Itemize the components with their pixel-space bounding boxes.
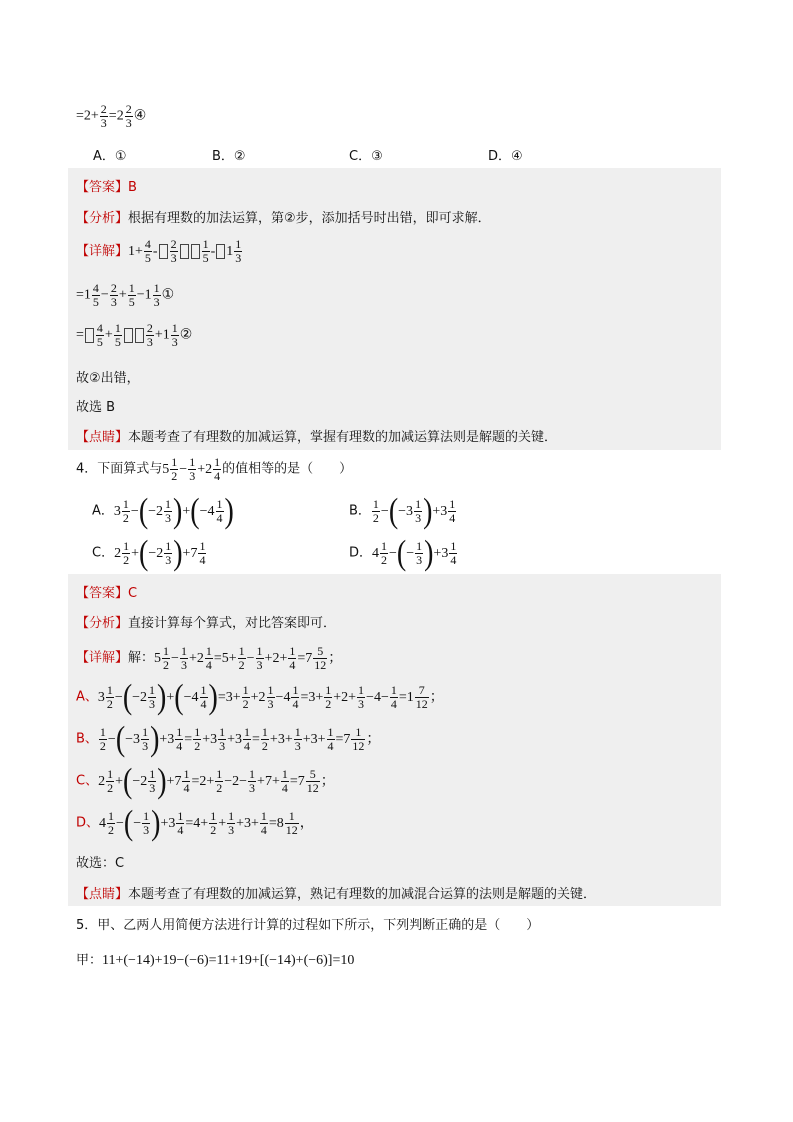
q5-jia — [76, 949, 354, 969]
answer-tag: 【答案】 — [76, 180, 129, 195]
text: +1 — [154, 327, 170, 343]
text: =2 — [108, 108, 124, 124]
placeholder-box — [135, 328, 144, 343]
q4-line-c: C、2 $\frac{1}{2}$ +(−2 $\frac{1}{3}$ )+7 $\frac{1}{4}$ =2+ $\frac{1}{2}$ −2− $\frac{1}{3}$ +7+ $\frac{1}{4}$ =7 $\frac{5}{12}$ ； — [76, 761, 335, 801]
q4-analysis — [76, 612, 336, 631]
q3-option-c[interactable]: C．③ — [349, 149, 383, 164]
q4-option-a[interactable]: A．3 $\frac{1}{2}$ −(−2 $\frac{1}{3}$ )+(−4 $\frac{1}{4}$ ) — [92, 491, 234, 531]
option-label: A． — [92, 503, 114, 519]
step-mark: ④ — [133, 108, 147, 124]
text: 4．下面算式与 — [76, 461, 163, 477]
q4-option-c[interactable]: C．2 $\frac{1}{2}$ +(−2 $\frac{1}{3}$ )+7 $\frac{1}{4}$ — [92, 533, 206, 573]
q3-conclusion-1: 故②出错， — [76, 371, 140, 386]
fraction: $\frac{1}{5}$ — [114, 321, 121, 349]
q4-comment — [76, 883, 596, 902]
fraction: $\frac{2}{3}$ — [125, 102, 132, 130]
q4-line-b: B、 $\frac{1}{2}$ −(−3 $\frac{1}{3}$ )+3 $\frac{1}{4}$ = $\frac{1}{2}$ +3 $\frac{1}{3}$ +3 $\frac{1}{4}$ = $\frac{1}{2}$ +3+ $\frac{1}{3}$ +3+ $\frac{1}{4}$ =7 $\frac{1}{12}$ ； — [76, 719, 381, 759]
q4-option-b[interactable]: B． $\frac{1}{2}$ −(−3 $\frac{1}{3}$ )+3 $\frac{1}{4}$ — [349, 491, 456, 531]
q3-detail-line2 — [76, 282, 174, 309]
q3-analysis — [76, 207, 491, 226]
line-label: D、 — [76, 815, 100, 831]
text: 解： — [128, 650, 155, 666]
text: + — [118, 287, 127, 303]
text: 的值相等的是（ ） — [222, 461, 353, 477]
text: - — [152, 244, 158, 259]
q3-comment — [76, 426, 557, 445]
fraction: $\frac{1}{3}$ — [235, 237, 242, 265]
q3-option-a[interactable]: A．① — [93, 149, 127, 164]
line-label: C、 — [76, 773, 99, 789]
q4-conclusion: 故选：C — [76, 856, 125, 871]
option-label: D． — [349, 545, 373, 561]
comment-text: 本题考查了有理数的加减运算，掌握有理数的加减运算法则是解题的关键． — [128, 430, 558, 445]
placeholder-box — [216, 244, 225, 259]
q3-answer — [76, 176, 137, 195]
step-mark: ② — [179, 327, 193, 343]
placeholder-box — [159, 244, 168, 259]
q4-line-a: A、3 $\frac{1}{2}$ −(−2 $\frac{1}{3}$ )+(−4 $\frac{1}{4}$ )=3+ $\frac{1}{2}$ +2 $\frac{1}{3}$ −4 $\frac{1}{4}$ =3+ $\frac{1}{2}$ +2+ $\frac{1}{3}$ −4− $\frac{1}{4}$ =1 $\frac{7}{12}$ ； — [76, 677, 444, 717]
placeholder-box — [180, 244, 189, 259]
q4-line-d: D、4 $\frac{1}{2}$ −(− $\frac{1}{3}$ )+3 $\frac{1}{4}$ =4+ $\frac{1}{2}$ + $\frac{1}{3}$ +3+ $\frac{1}{4}$ =8 $\frac{1}{12}$ ， — [76, 803, 314, 843]
option-label: B． — [349, 503, 371, 519]
fraction: $\frac{2}{3}$ — [170, 237, 177, 265]
placeholder-box — [124, 328, 133, 343]
fraction: $\frac{2}{3}$ — [110, 281, 117, 309]
text: = — [76, 327, 84, 343]
detail-tag: 【详解】 — [76, 650, 129, 666]
analysis-text: 直接计算每个算式，对比答案即可． — [128, 616, 337, 631]
text: 1 — [226, 244, 234, 259]
q3-option-d[interactable]: D．④ — [488, 149, 523, 164]
q3-detail-line1 — [76, 238, 243, 265]
comment-text: 本题考查了有理数的加减运算，熟记有理数的加减混合运算的法则是解题的关键． — [128, 887, 597, 902]
q4-stem — [76, 456, 352, 483]
jia-expression: 11+(−14)+19−(−6)=11+19+[(−14)+(−6)]=10 — [102, 953, 355, 968]
step-mark: ① — [161, 287, 175, 303]
fraction: $\frac{2}{3}$ — [100, 102, 107, 130]
fraction: $\frac{4}{5}$ — [144, 237, 151, 265]
q4-option-d[interactable]: D．4 $\frac{1}{2}$ −(− $\frac{1}{3}$ )+3 $\frac{1}{4}$ — [349, 533, 457, 573]
text: 1+ — [128, 244, 143, 259]
q3-option-b[interactable]: B．② — [212, 149, 246, 164]
line-label: B、 — [76, 731, 98, 747]
fraction: $\frac{4}{5}$ — [96, 321, 103, 349]
text: − — [100, 287, 109, 303]
answer-tag: 【答案】 — [76, 586, 129, 601]
text: =1 — [76, 287, 91, 303]
text: 甲： — [76, 953, 103, 968]
option-label: C． — [92, 545, 115, 561]
fraction: $\frac{1}{3}$ — [171, 321, 178, 349]
detail-tag: 【详解】 — [76, 244, 129, 259]
q3-conclusion-2: 故选 B — [76, 400, 116, 415]
text: −1 — [136, 287, 152, 303]
text: + — [104, 327, 113, 343]
q4-answer — [76, 582, 137, 601]
analysis-tag: 【分析】 — [76, 211, 129, 226]
fraction: $\frac{4}{5}$ — [92, 281, 99, 309]
q5-stem: 5．甲、乙两人用简便方法进行计算的过程如下所示，下列判断正确的是（ ） — [76, 918, 540, 933]
comment-tag: 【点睛】 — [76, 887, 129, 902]
q3-top-line — [76, 103, 146, 130]
line-label: A、 — [76, 689, 98, 705]
answer-value: C — [128, 586, 138, 601]
q4-detail-line: 【详解】解：5 $\frac{1}{2}$ − $\frac{1}{3}$ +2 $\frac{1}{4}$ =5+ $\frac{1}{2}$ − $\frac{1}{3}$ +2+ $\frac{1}{4}$ =7 $\frac{5}{12}$ ； — [76, 644, 343, 672]
stem-expression: 5 $\frac{1}{2}$ − $\frac{1}{3}$ +2 $\frac{1}{4}$ — [162, 455, 221, 483]
analysis-text: 根据有理数的加法运算，第②步，添加括号时出错，即可求解． — [128, 211, 491, 226]
fraction: $\frac{2}{3}$ — [146, 321, 153, 349]
analysis-tag: 【分析】 — [76, 616, 129, 631]
q3-detail-line3 — [76, 322, 192, 349]
text: - — [210, 244, 216, 259]
fraction: $\frac{1}{5}$ — [128, 281, 135, 309]
text: =2+ — [76, 108, 99, 124]
fraction: $\frac{1}{5}$ — [202, 237, 209, 265]
comment-tag: 【点睛】 — [76, 430, 129, 445]
answer-value: B — [128, 180, 137, 195]
fraction: $\frac{1}{3}$ — [153, 281, 160, 309]
placeholder-box — [191, 244, 200, 259]
placeholder-box — [85, 328, 94, 343]
